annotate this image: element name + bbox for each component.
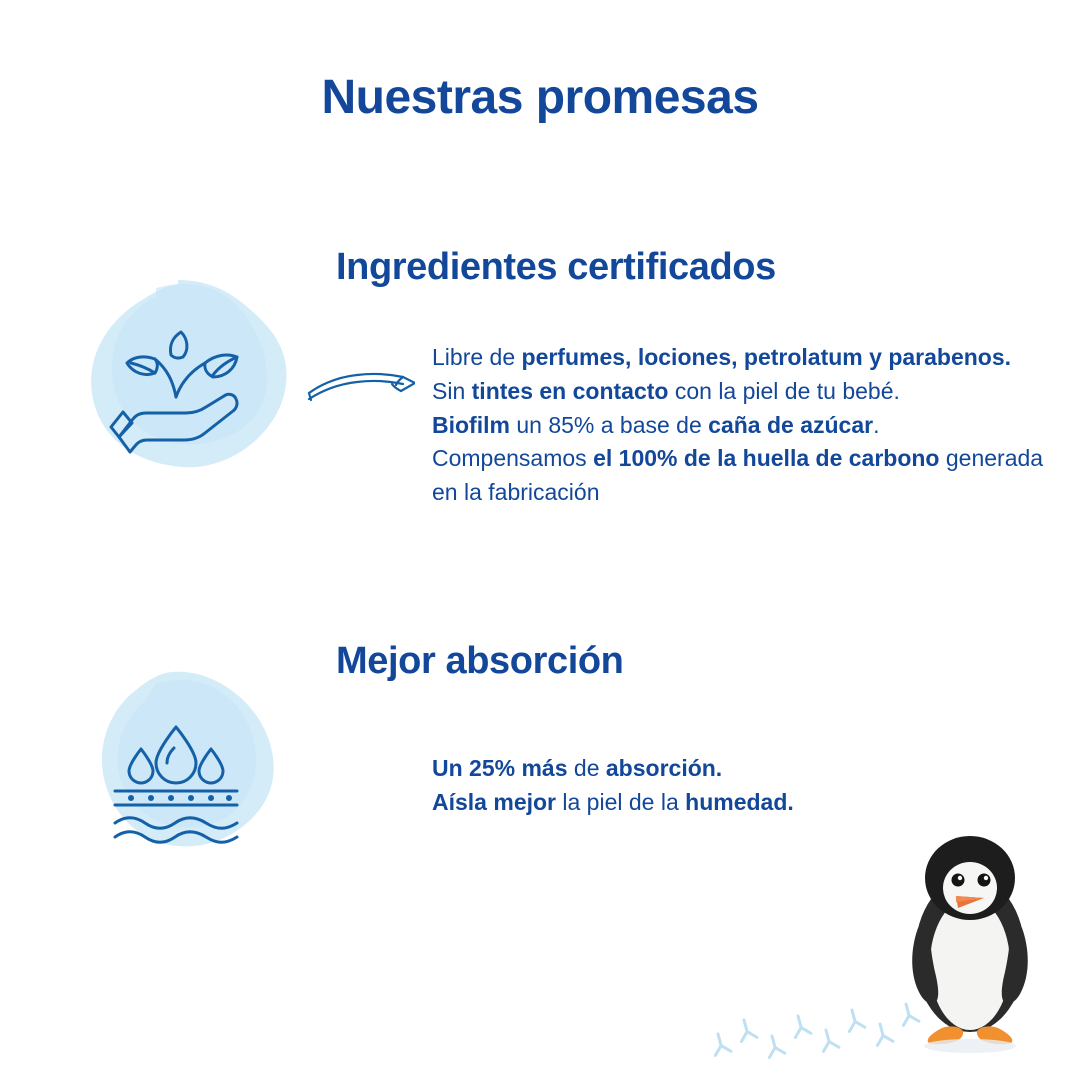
promise-0-line-0: Libre de perfumes, lociones, petrolatum y parabenos. — [432, 344, 1012, 370]
page-title: Nuestras promesas — [321, 71, 759, 124]
promise-heading-1: Mejor absorción — [336, 640, 624, 682]
penguin-mascot — [896, 822, 1044, 1054]
promise-body-0 — [432, 341, 1052, 510]
promise-heading-0: Ingredientes certificados — [336, 246, 776, 288]
water-drop-absorption-icon — [101, 719, 251, 849]
promise-1-line-0: Un 25% más de absorción. — [432, 755, 723, 781]
promise-body-1 — [432, 752, 1052, 820]
sketch-arrow-icon — [305, 359, 415, 415]
promise-0-line-2: Biofilm un 85% a base de caña de azúcar. — [432, 411, 880, 438]
promise-badge-ingredientes — [60, 274, 292, 506]
promise-1-line-1: Aísla mejor la piel de la humedad. — [432, 788, 794, 815]
promise-badge-absorcion — [60, 668, 292, 900]
hand-with-leaves-icon — [101, 325, 251, 455]
promise-0-line-1: Sin tintes en contacto con la piel de tu bebé. — [432, 377, 900, 404]
promise-0-line-3: Compensamos el 100% de la huella de carbono generada en la fabricación — [432, 445, 1044, 506]
